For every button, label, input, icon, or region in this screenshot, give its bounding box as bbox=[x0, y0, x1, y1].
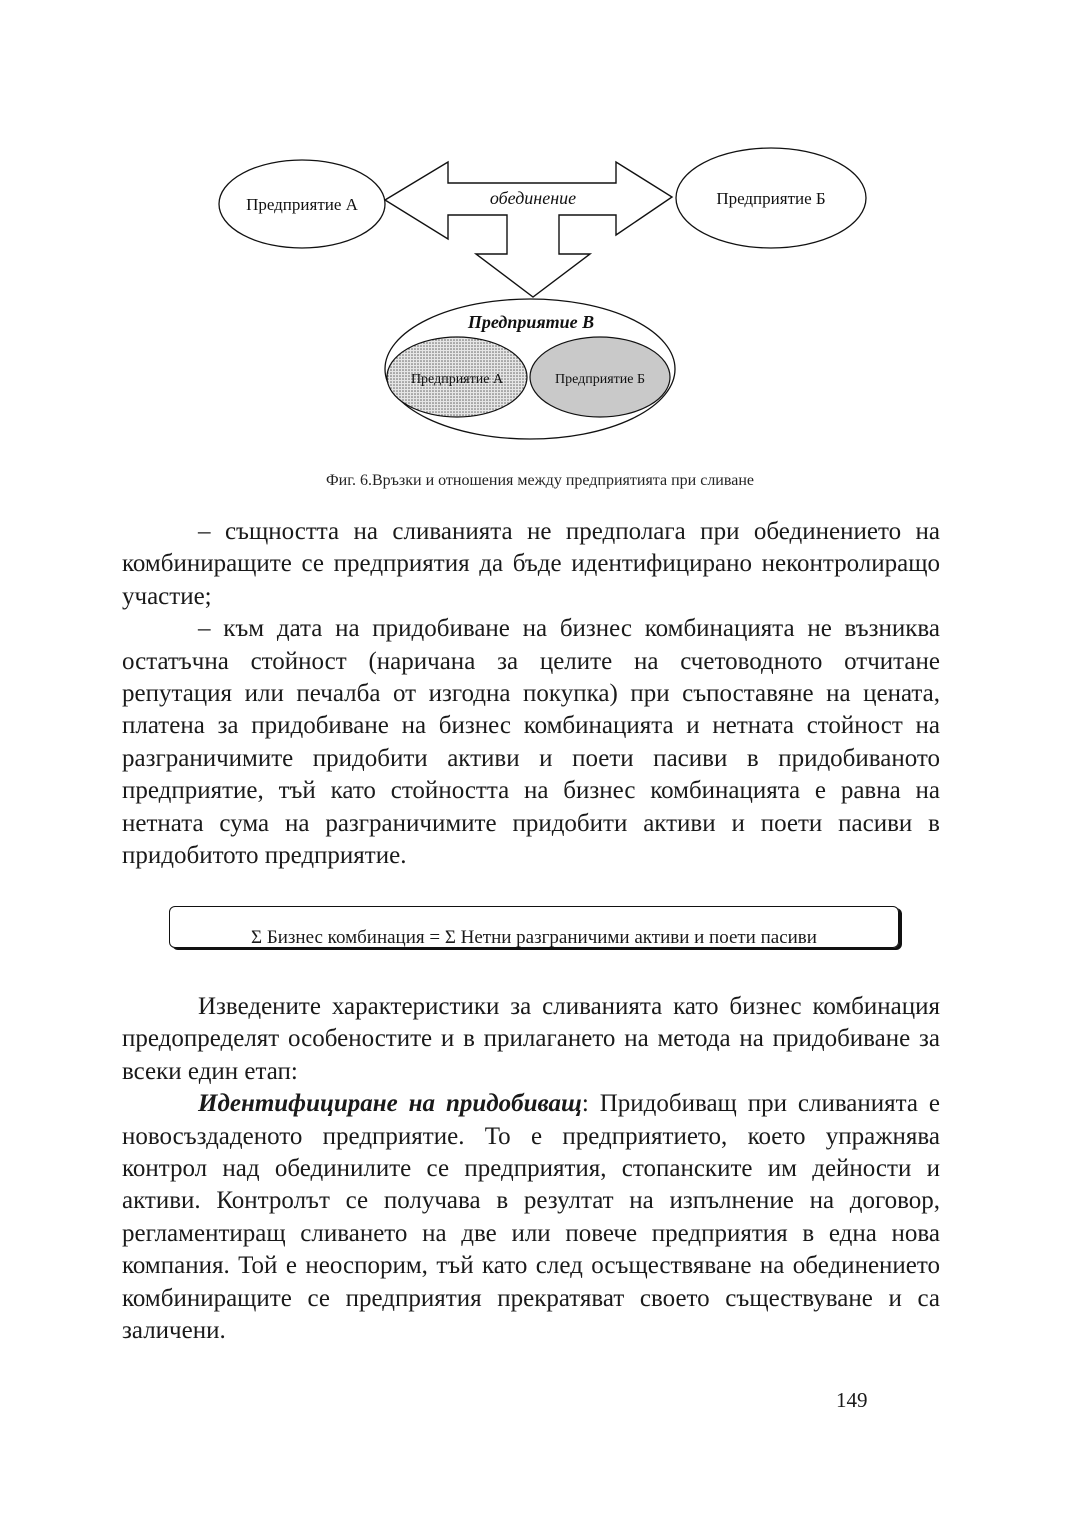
paragraph-rest: : Придобиващ при сливанията е новосъздаденото предприятие. То е предприятието, което упражнява контрол над обединилите се предприятия, стопанските им дейности и активи. Контролът се получава в резултат на изпълнение на договор, регламентиращ сливането на две или повече предприятия в една нова компания. Той е неоспорим, тъй като след осъществяване на обединението комбиниращите се предприятия прекратяват своето съществуване и са заличени. bbox=[122, 1090, 940, 1345]
paragraph: – същността на сливанията не предполага при обединението на комбиниращите се предприятия да бъде идентифицирано неконтролиращо участие; bbox=[122, 518, 940, 610]
merger-diagram bbox=[0, 0, 1080, 500]
inner-right-label: Предприятие Б bbox=[554, 372, 646, 387]
body-text-bottom bbox=[122, 991, 940, 1347]
page-number: 149 bbox=[836, 1388, 868, 1412]
formula-text: Σ Бизнес комбинация = Σ Нетни разграничими активи и поети пасиви bbox=[251, 927, 817, 948]
arrow-label: обединение bbox=[489, 188, 577, 208]
inner-left-label: Предприятие А bbox=[410, 372, 504, 387]
paragraph: – към дата на придобиване на бизнес комбинацията не възниква остатъчна стойност (наричана за целите на счетоводното отчитане репутация или печалба от изгодна покупка) при съпоставяне на цената, платена за придобиване на бизнес комбинацията и нетната стойност на разграничимите придобити активи и поети пасиви в придобиваното предприятие, тъй като стойността на бизнес комбинацията е равна на нетната сума на разграничимите придобити активи и поети пасиви в придобитото предприятие. bbox=[122, 615, 940, 870]
paragraph bbox=[122, 1088, 940, 1347]
node-left-label: Предприятие А bbox=[246, 195, 358, 214]
formula-box bbox=[169, 906, 899, 948]
figure-caption: Фиг. 6.Връзки и отношения между предприятията при сливане bbox=[326, 472, 754, 489]
node-result-label: Предприятие В bbox=[467, 312, 595, 332]
body-text-top bbox=[122, 516, 940, 872]
term-heading: Идентифициране на придобиващ bbox=[198, 1090, 582, 1118]
paragraph: Изведените характеристики за сливанията като бизнес комбинация предопределят особеностите и в прилагането на метода на придобиване за всеки един етап: bbox=[122, 993, 940, 1085]
merger-arrow bbox=[385, 162, 672, 297]
node-right-label: Предприятие Б bbox=[716, 189, 826, 208]
